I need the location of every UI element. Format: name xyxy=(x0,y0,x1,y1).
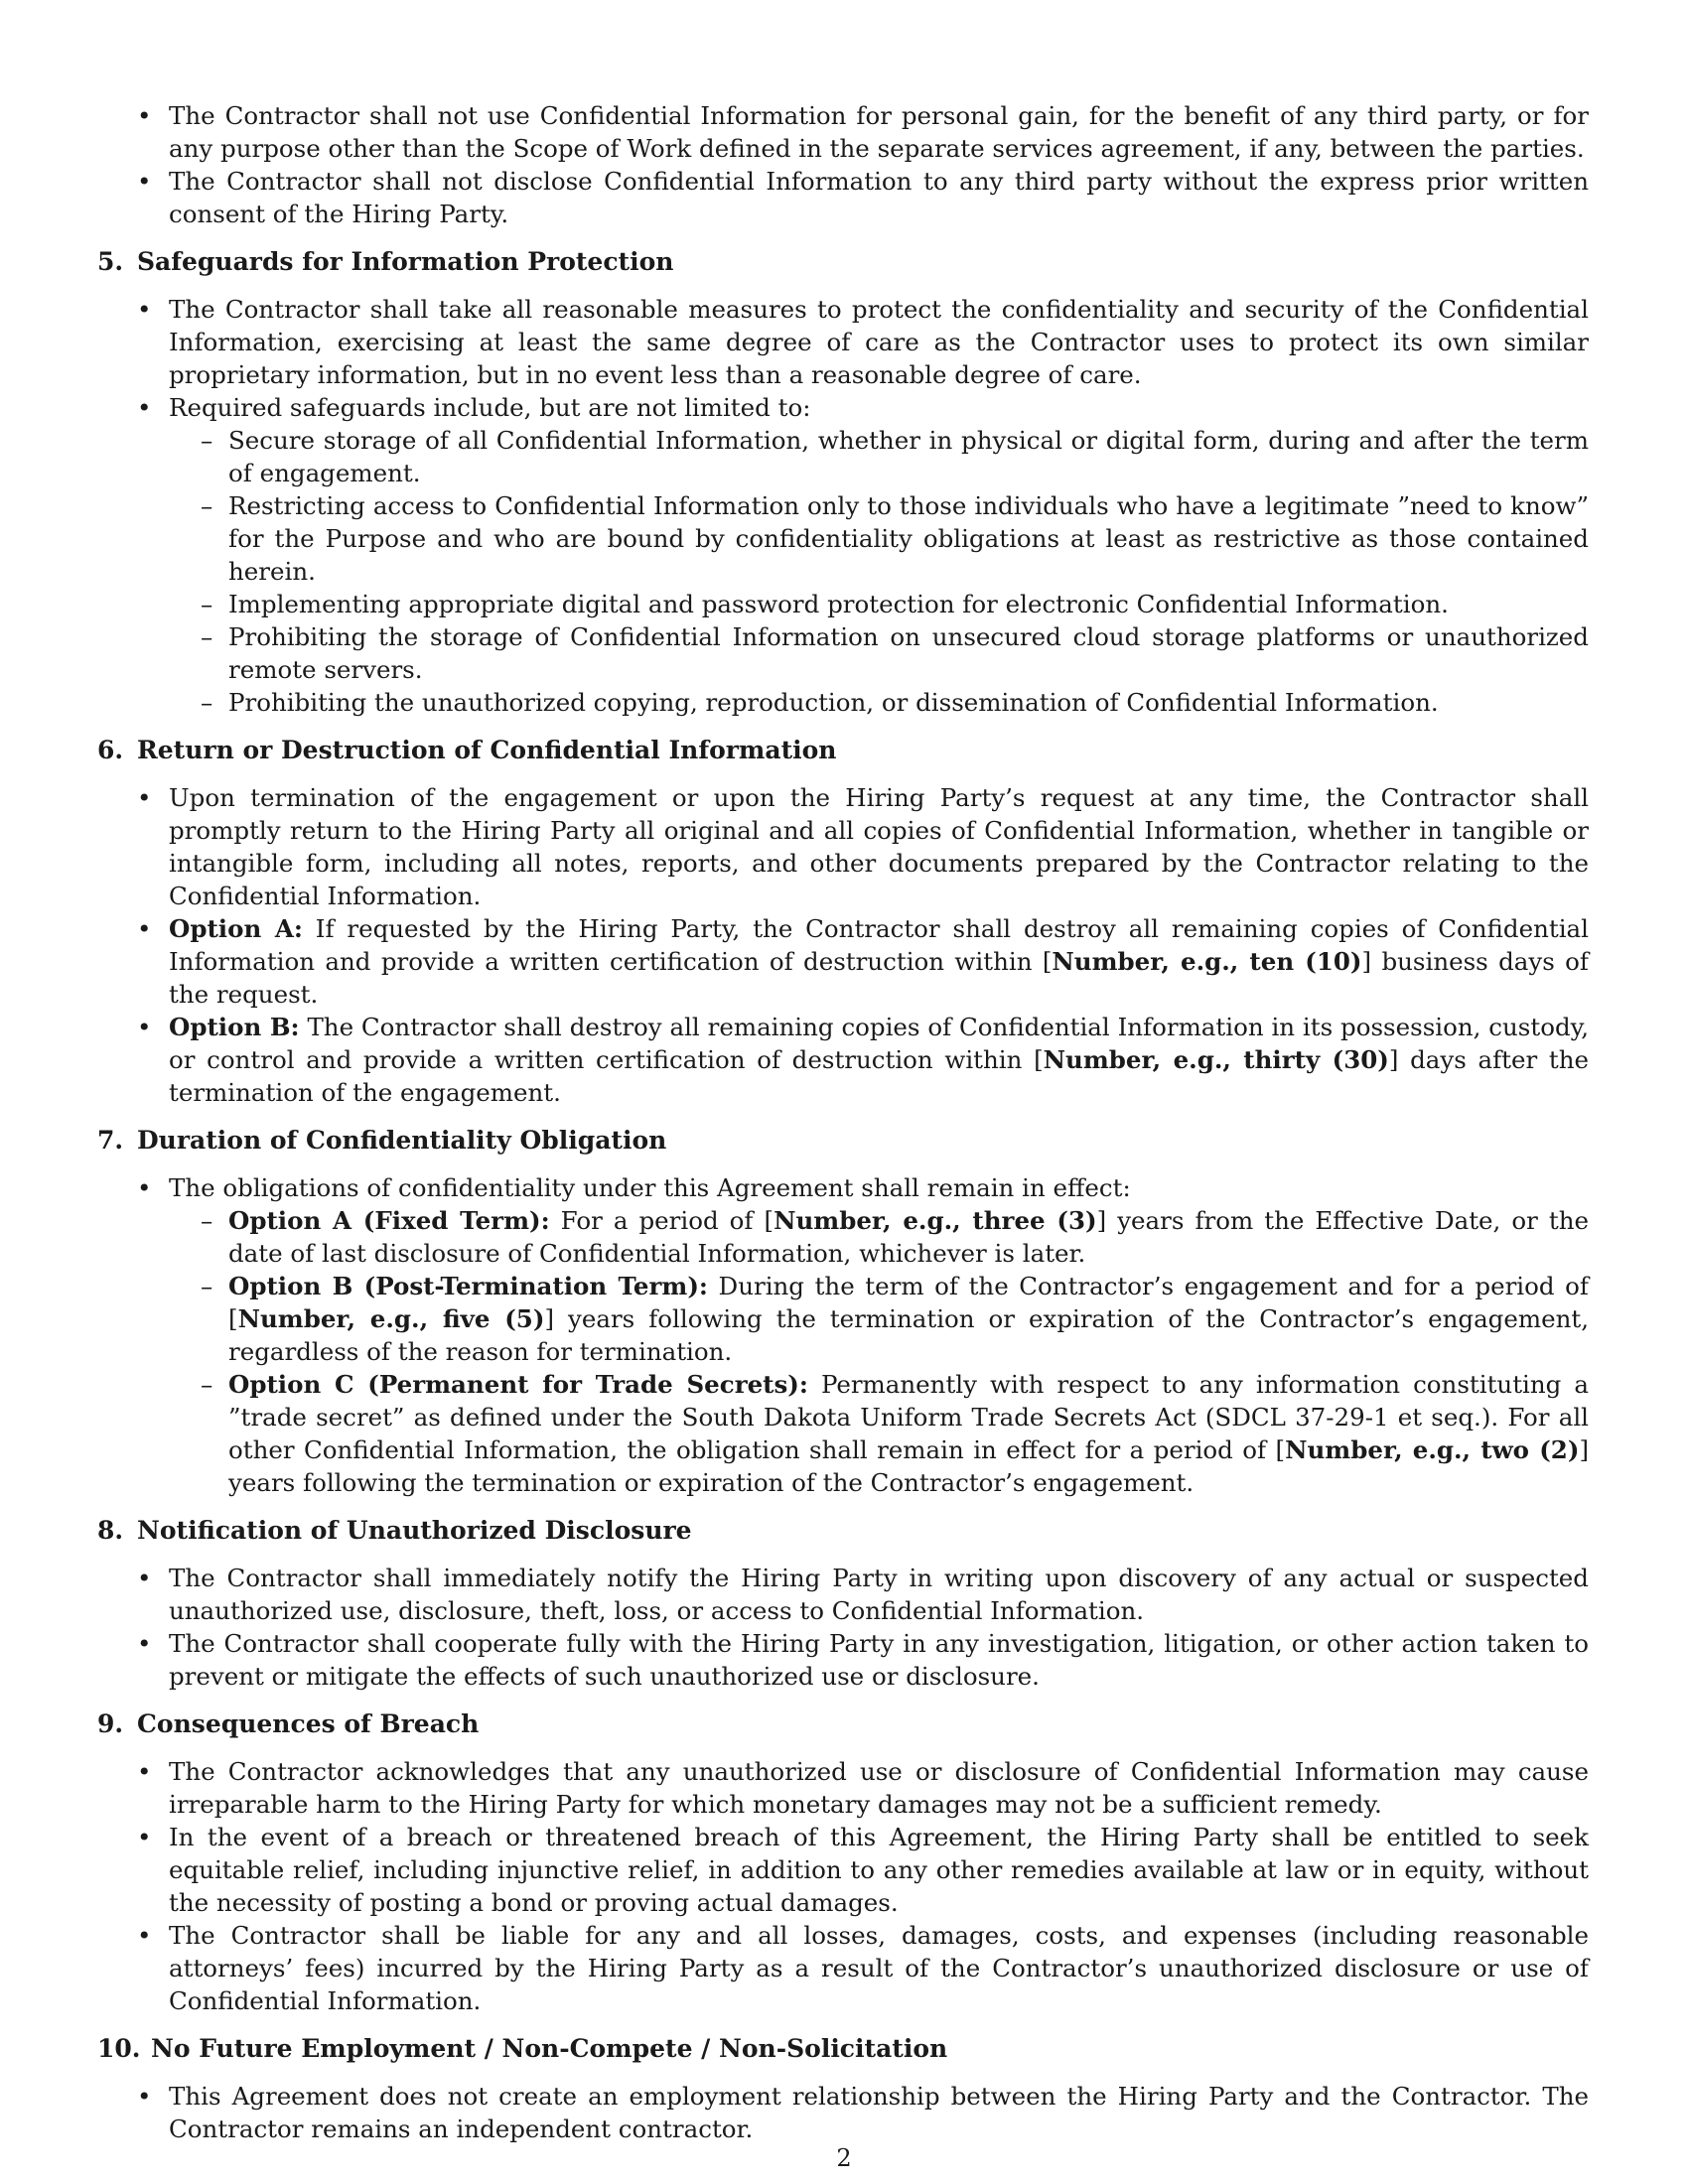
option-label: Option A: xyxy=(169,914,303,943)
section-number: 9. xyxy=(97,1709,124,1738)
blank-placeholder: Number, e.g., ten (10) xyxy=(1052,947,1362,976)
option-label: Option B (Post-Termination Term): xyxy=(228,1272,708,1300)
page-number: 2 xyxy=(836,2144,852,2172)
option-text: ] years from the Effective Date, or the date of last disclosure of Confidential Information, whichever is later. xyxy=(228,1206,1589,1268)
option-label: Option A (Fixed Term): xyxy=(228,1206,550,1235)
sub-list-item: – Prohibiting the unauthorized copying, reproduction, or dissemination of Confidential Information. xyxy=(169,686,1589,719)
sub-list-item xyxy=(169,1270,1589,1368)
option-text: The Contractor shall destroy all remaining copies of Confidential Information in its possession, custody, or control and provide a written certification of destruction within [ xyxy=(169,1013,1589,1074)
duration-options-sublist xyxy=(169,1204,1589,1499)
section-title: No Future Employment / Non-Compete / Non-Solicitation xyxy=(151,2034,948,2063)
list-item: • Upon termination of the engagement or upon the Hiring Party’s request at any time, the Contractor shall promptly return to the Hiring Party all original and all copies of Confidential Information, whether in tangible or intangible form, including all notes, reports, and other documents prepared by the Contractor relating to the Confidential Information. xyxy=(97,781,1589,912)
list-item xyxy=(97,1011,1589,1109)
option-text: If requested by the Hiring Party, the Contractor shall destroy all remaining copies of Confidential Information and provide a written certification of destruction within [ xyxy=(169,914,1589,976)
section-6-bullets xyxy=(97,781,1589,1109)
sub-list-item: – Restricting access to Confidential Information only to those individuals who have a legitimate ”need to know” for the Purpose and who are bound by confidentiality obligations at least as restrictive as those contained herein. xyxy=(169,489,1589,588)
safeguards-sublist xyxy=(169,424,1589,719)
section-number: 6. xyxy=(97,736,124,764)
list-item-text: Required safeguards include, but are not limited to: xyxy=(169,393,811,422)
section-number: 5. xyxy=(97,247,124,276)
list-item: • The Contractor shall not disclose Confidential Information to any third party without the express prior written consent of the Hiring Party. xyxy=(97,165,1589,230)
sub-list-item: – Prohibiting the storage of Confidential Information on unsecured cloud storage platforms or unauthorized remote servers. xyxy=(169,620,1589,686)
section-number: 7. xyxy=(97,1126,124,1155)
option-text: For a period of [ xyxy=(549,1206,774,1235)
intro-bullet-list xyxy=(97,99,1589,230)
sub-list-item xyxy=(169,1204,1589,1270)
section-title: Notification of Unauthorized Disclosure xyxy=(137,1516,692,1545)
section-8-bullets xyxy=(97,1562,1589,1693)
document-body xyxy=(97,99,1589,2145)
option-text: ] days after the termination of the engagement. xyxy=(169,1045,1589,1107)
blank-placeholder: Number, e.g., three (3) xyxy=(774,1206,1097,1235)
section-10-bullets xyxy=(97,2080,1589,2145)
section-9-heading xyxy=(97,1707,1589,1740)
section-title: Return or Destruction of Confidential Information xyxy=(137,736,837,764)
section-5-bullets xyxy=(97,293,1589,719)
section-9-bullets xyxy=(97,1755,1589,2017)
section-number: 8. xyxy=(97,1516,124,1545)
section-8-heading xyxy=(97,1514,1589,1547)
list-item: • The Contractor shall take all reasonable measures to protect the confidentiality and security of the Confidential Information, exercising at least the same degree of care as the Contractor uses to protect its own similar proprietary information, but in no event less than a reasonable degree of care. xyxy=(97,293,1589,391)
option-text: Permanently with respect to any information constituting a ”trade secret” as defined under the South Dakota Uniform Trade Secrets Act (SDCL 37-29-1 et seq.). For all other Confidential Information, the obligation shall remain in effect for a period of [ xyxy=(228,1370,1589,1464)
option-text: During the term of the Contractor’s engagement and for a period of [ xyxy=(228,1272,1589,1333)
list-item: • The Contractor acknowledges that any unauthorized use or disclosure of Confidential Information may cause irreparable harm to the Hiring Party for which monetary damages may not be a sufficient remedy. xyxy=(97,1755,1589,1821)
list-item: • The Contractor shall immediately notify the Hiring Party in writing upon discovery of any actual or suspected unauthorized use, disclosure, theft, loss, or access to Confidential Information. xyxy=(97,1562,1589,1627)
section-7-heading xyxy=(97,1124,1589,1157)
blank-placeholder: Number, e.g., thirty (30) xyxy=(1043,1045,1389,1074)
blank-placeholder: Number, e.g., two (2) xyxy=(1285,1435,1580,1464)
sub-list-item: – Implementing appropriate digital and password protection for electronic Confidential Information. xyxy=(169,588,1589,620)
section-number: 10. xyxy=(97,2034,141,2063)
option-label: Option C (Permanent for Trade Secrets): xyxy=(228,1370,808,1399)
section-title: Consequences of Breach xyxy=(137,1709,480,1738)
option-text: ] years following the termination or expiration of the Contractor’s engagement. xyxy=(228,1435,1589,1497)
list-item: • The Contractor shall not use Confidential Information for personal gain, for the benefit of any third party, or for any purpose other than the Scope of Work defined in the separate services agreement, if any, between the parties. xyxy=(97,99,1589,165)
section-6-heading xyxy=(97,734,1589,766)
list-item xyxy=(97,1171,1589,1499)
section-7-bullets xyxy=(97,1171,1589,1499)
list-item xyxy=(97,912,1589,1011)
sub-list-item: – Secure storage of all Confidential Information, whether in physical or digital form, during and after the term of engagement. xyxy=(169,424,1589,489)
list-item: • This Agreement does not create an employment relationship between the Hiring Party and the Contractor. The Contractor remains an independent contractor. xyxy=(97,2080,1589,2145)
sub-list-item xyxy=(169,1368,1589,1499)
blank-placeholder: Number, e.g., five (5) xyxy=(237,1304,545,1333)
list-item: • The Contractor shall be liable for any and all losses, damages, costs, and expenses (including reasonable attorneys’ fees) incurred by the Hiring Party as a result of the Contractor’s unauthorized disclosure or use of Confidential Information. xyxy=(97,1919,1589,2017)
option-text: ] years following the termination or expiration of the Contractor’s engagement, regardless of the reason for termination. xyxy=(228,1304,1589,1366)
option-text: ] business days of the request. xyxy=(169,947,1589,1009)
list-item: • In the event of a breach or threatened breach of this Agreement, the Hiring Party shall be entitled to seek equitable relief, including injunctive relief, in addition to any other remedies available at law or in equity, without the necessity of posting a bond or proving actual damages. xyxy=(97,1821,1589,1919)
list-item-text: The obligations of confidentiality under this Agreement shall remain in effect: xyxy=(169,1173,1131,1202)
section-5-heading xyxy=(97,245,1589,278)
list-item xyxy=(97,391,1589,719)
section-title: Duration of Confidentiality Obligation xyxy=(137,1126,667,1155)
section-title: Safeguards for Information Protection xyxy=(137,247,674,276)
list-item: • The Contractor shall cooperate fully with the Hiring Party in any investigation, litigation, or other action taken to prevent or mitigate the effects of such unauthorized use or disclosure. xyxy=(97,1627,1589,1693)
section-10-heading xyxy=(97,2032,1589,2065)
option-label: Option B: xyxy=(169,1013,300,1041)
